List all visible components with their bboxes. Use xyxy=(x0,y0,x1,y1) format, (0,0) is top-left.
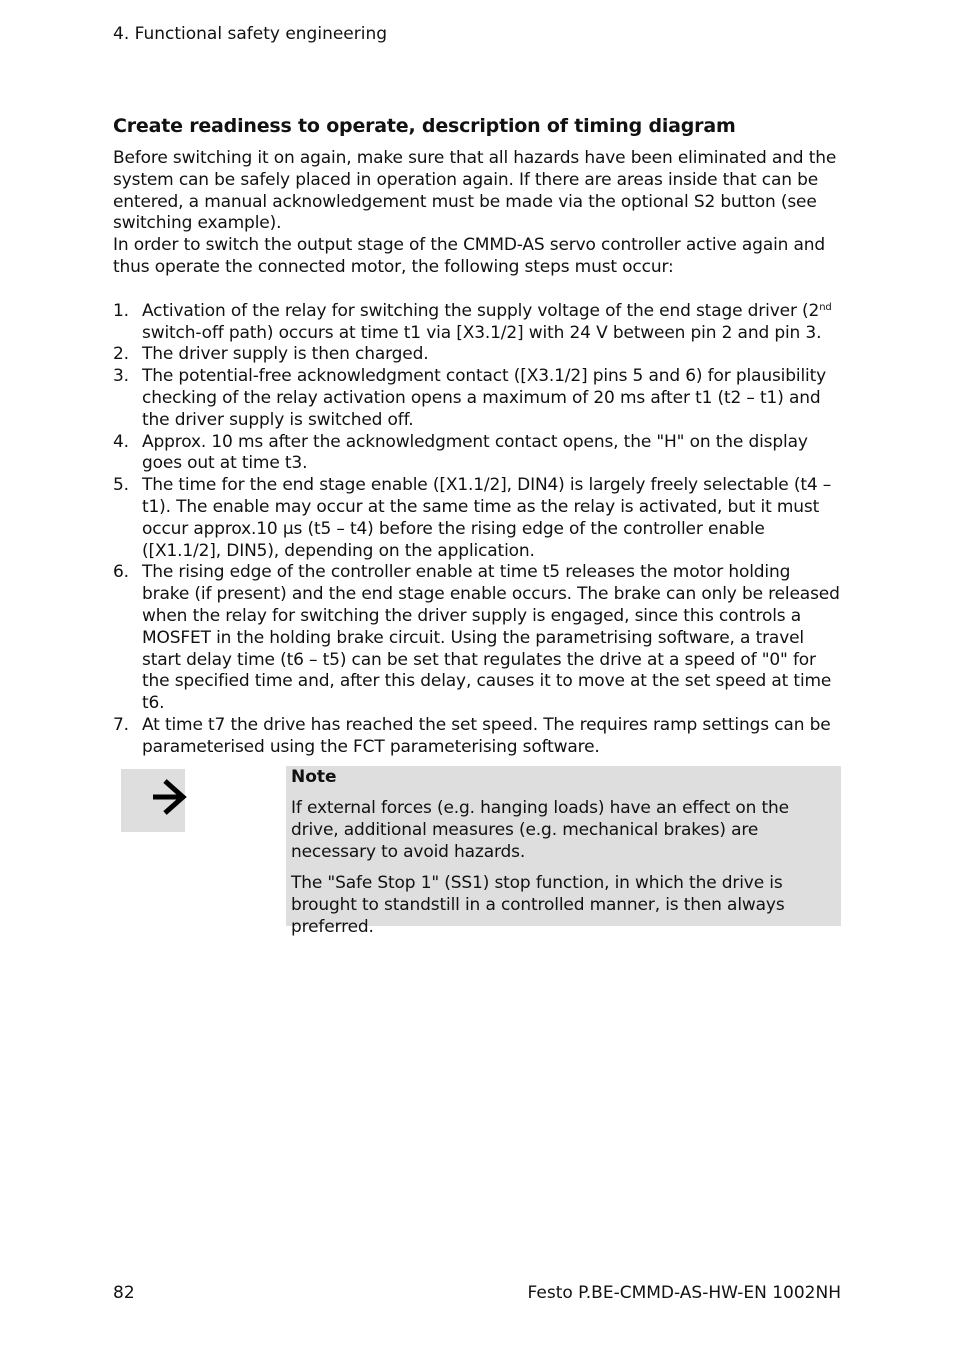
note-title: Note xyxy=(291,767,337,787)
step-text: Activation of the relay for switching the supply voltage of the end stage driver (2 xyxy=(142,300,820,321)
step-number: 6. xyxy=(113,562,129,583)
document-code: Festo P.BE-CMMD-AS-HW-EN 1002NH xyxy=(527,1283,841,1303)
ordinal-superscript: nd xyxy=(819,301,832,313)
step-text: The time for the end stage enable ([X1.1/2], DIN4) is largely freely selectable (t4 – t1). The enable may occur at the same time as the relay is activated, but it must occur approx.10 µs (t5 – t4) before the rising edge of the controller enable ([X1.1/2], DIN5), depending on the application. xyxy=(142,475,832,561)
main-content xyxy=(113,113,841,759)
step-text: The potential-free acknowledgment contact ([X3.1/2] pins 5 and 6) for plausibility checking of the relay activation opens a maximum of 20 ms after t1 (t2 – t1) and the driver supply is switched off. xyxy=(142,366,827,430)
running-header: 4. Functional safety engineering xyxy=(113,24,388,44)
note-box xyxy=(286,766,841,937)
step-text: The driver supply is then charged. xyxy=(142,344,429,365)
note-icon-box xyxy=(121,769,185,832)
step-item-5 xyxy=(113,475,841,562)
step-item-3 xyxy=(113,366,841,431)
step-text-continued: switch-off path) occurs at time t1 via [X3.1/2] with 24 V between pin 2 and pin 3. xyxy=(142,322,822,343)
step-number: 3. xyxy=(113,366,129,387)
step-item-4 xyxy=(113,432,841,476)
step-number: 1. xyxy=(113,300,129,321)
section-title: Create readiness to operate, description of timing diagram xyxy=(113,115,736,137)
steps-intro-paragraph: In order to switch the output stage of the CMMD-AS servo controller active again and thus operate the connected motor, the following steps must occur: xyxy=(113,235,826,277)
arrow-right-icon xyxy=(151,777,187,823)
page-number: 82 xyxy=(113,1283,135,1303)
intro-paragraph: Before switching it on again, make sure that all hazards have been eliminated and the system can be safely placed in operation again. If there are areas inside that can be entered, a manual acknowledgement must be made via the optional S2 button (see switching example). xyxy=(113,148,837,234)
step-number: 5. xyxy=(113,475,129,496)
step-number: 2. xyxy=(113,344,129,365)
step-item-2 xyxy=(113,344,841,366)
step-text: At time t7 the drive has reached the set speed. The requires ramp settings can be parameterised using the FCT parameterising software. xyxy=(142,714,831,757)
step-text: Approx. 10 ms after the acknowledgment contact opens, the "H" on the display goes out at time t3. xyxy=(142,431,808,474)
note-paragraph-1: If external forces (e.g. hanging loads) have an effect on the drive, additional measures (e.g. mechanical brakes) are necessary to avoid hazards. xyxy=(291,798,789,862)
step-item-7 xyxy=(113,715,841,759)
steps-list xyxy=(113,301,841,759)
step-item-1 xyxy=(113,301,841,345)
step-item-6 xyxy=(113,562,841,715)
note-paragraph-2: The "Safe Stop 1" (SS1) stop function, in which the drive is brought to standstill in a controlled manner, is then always preferred. xyxy=(291,873,785,937)
step-number: 7. xyxy=(113,714,129,735)
step-number: 4. xyxy=(113,431,129,452)
step-text: The rising edge of the controller enable at time t5 releases the motor holding brake (if present) and the end stage enable occurs. The brake can only be released when the relay for switching the driver supply is engaged, since this controls a MOSFET in the holding brake circuit. Using the parametrising software, a travel start delay time (t6 – t5) can be set that regulates the drive at a speed of "0" for the specified time and, after this delay, causes it to move at the set speed at time t6. xyxy=(142,562,840,714)
